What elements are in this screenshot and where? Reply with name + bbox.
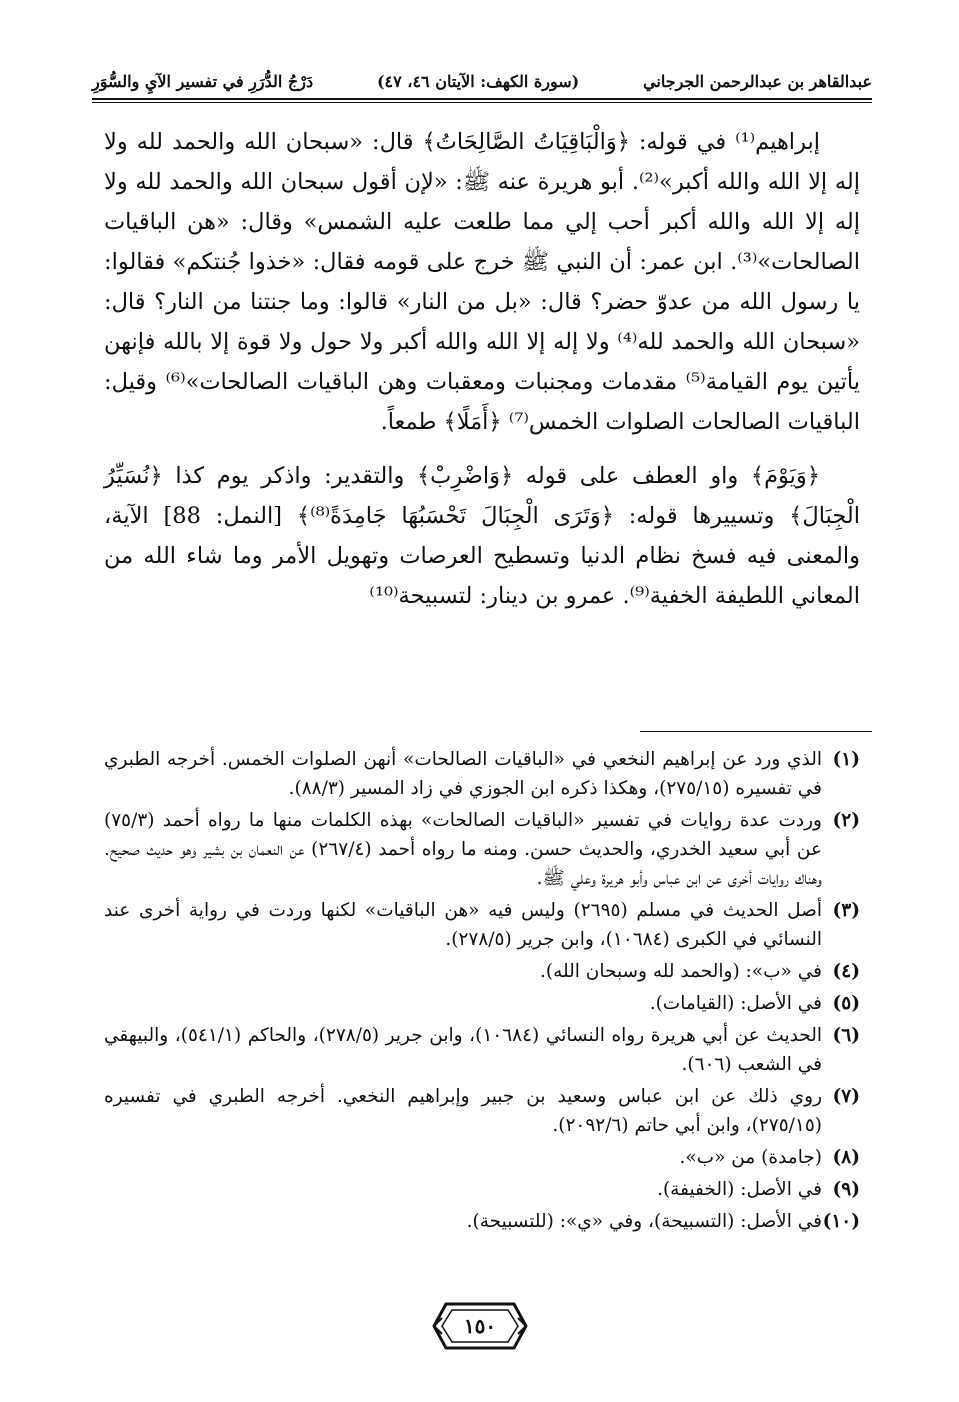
footnote-number: (٤) (832, 961, 860, 982)
paragraph-2: ﴿وَيَوْمَ﴾ واو العطف على قوله ﴿وَاضْرِبْ﴾ والتقدير: واذكر يوم كذا ﴿نُسَيِّرُ الْجِبَالَ﴾ وتسييرها قوله: ﴿وَتَرَى الْجِبَالَ تَحْسَبُهَا جَامِدَةً⁽⁸⁾﴾ [النمل: 88] الآية، والمعنى فيه فسخ نظام الدنيا وتسطيح العرصات وتهويل الأمر وما شاء الله من المعاني اللطيفة الخفية⁽⁹⁾. عمرو بن دينار: لتسبيحة⁽¹⁰⁾ (104, 463, 860, 609)
footnote-text: في «ب»: (والحمد لله وسبحان الله). (539, 961, 822, 982)
footnote-number: (٦) (832, 1025, 860, 1046)
footnote-number: (٣) (832, 900, 860, 921)
main-text (104, 122, 860, 616)
footnote-number: (١٠) (822, 1211, 860, 1232)
footnote-text: الذي ورد عن إبراهيم النخعي في «الباقيات الصالحات» أنهن الصلوات الخمس. أخرجه الطبري في تفسيره (٢٧٥/١٥)، وهكذا ذكره ابن الجوزي في زاد المسير (٨٨/٣). (104, 749, 822, 799)
footnote-number: (٩) (832, 1179, 860, 1200)
footnote (104, 806, 860, 893)
page-number-ornament (432, 1300, 528, 1352)
footnote (104, 745, 860, 803)
header-surah: (سورة الكهف: الآيتان ٤٦، ٤٧) (376, 71, 580, 91)
footnote-text: وردت عدة روايات في تفسير «الباقيات الصالحات» بهذه الكلمات منها ما رواه أحمد (٧٥/٣) عن أبي سعيد الخدري، والحديث حسن. ومنه ما رواه أحمد (٢٦٧/٤) عن النعمان بن بشير وهو حديث صحيح. وهناك روايات أخرى عن ابن عباس وأبو هريرة وعلي ﷺ. (104, 810, 822, 889)
footnote (104, 1143, 860, 1172)
footnote-text: في الأصل: (الخفيفة). (657, 1179, 822, 1200)
footnote-text: روي ذلك عن ابن عباس وسعيد بن جبير وإبراهيم النخعي. أخرجه الطبري في تفسيره (٢٧٥/١٥)، وابن أبي حاتم (٢٠٩٢/٦). (104, 1086, 822, 1136)
footnote (104, 989, 860, 1018)
header-rule (92, 98, 872, 100)
header-rule-thin (92, 102, 872, 103)
header-author: عبدالقاهر بن عبدالرحمن الجرجاني (643, 71, 872, 91)
footnote (104, 1021, 860, 1079)
running-header (92, 64, 872, 98)
footnote-number: (٢) (832, 810, 860, 831)
footnote (104, 1207, 860, 1236)
footnote-text: في الأصل: (القيامات). (649, 993, 822, 1014)
footnote (104, 1082, 860, 1140)
page-number: ١٥٠ (463, 1314, 497, 1338)
footnote-text: (جامدة) من «ب». (679, 1147, 822, 1168)
footnote-number: (٧) (832, 1086, 860, 1107)
footnote (104, 957, 860, 986)
footnote-number: (٥) (832, 993, 860, 1014)
footnote (104, 1175, 860, 1204)
footnote-text: في الأصل: (التسبيحة)، وفي «ي»: (للتسبيحة). (466, 1211, 822, 1232)
footnote-text: الحديث عن أبي هريرة رواه النسائي (١٠٦٨٤)، وابن جرير (٢٧٨/٥)، والحاكم (٥٤١/١)، والبيهقي في الشعب (٦٠٦). (104, 1025, 823, 1075)
paragraph-1: إبراهيم⁽¹⁾ في قوله: ﴿وَالْبَاقِيَاتُ الصَّالِحَاتُ﴾ قال: «سبحان الله والحمد لله ولا إله إلا الله والله أكبر»⁽²⁾. أبو هريرة عنه ﷺ: «لإن أقول سبحان الله والحمد لله ولا إله إلا الله والله أكبر أحب إلي مما طلعت عليه الشمس» وقال: «هن الباقيات الصالحات»⁽³⁾. ابن عمر: أن النبي ﷺ خرج على قومه فقال: «خذوا جُنتكم» فقالوا: يا رسول الله من عدوّ حضر؟ قال: «بل من النار» قالوا: وما جنتنا من النار؟ قال: «سبحان الله والحمد لله⁽⁴⁾ ولا إله إلا الله والله أكبر ولا حول ولا قوة إلا بالله فإنهن يأتين يوم القيامة⁽⁵⁾ مقدمات ومجنبات ومعقبات وهن الباقيات الصالحات»⁽⁶⁾ وقيل: الباقيات الصالحات الصلوات الخمس⁽⁷⁾ ﴿أَمَلًا﴾ طمعاً. (104, 129, 861, 435)
footnote-text: أصل الحديث في مسلم (٢٦٩٥) وليس فيه «هن الباقيات» لكنها وردت في رواية أخرى عند النسائي في الكبرى (١٠٦٨٤)، وابن جرير (٢٧٨/٥). (104, 900, 822, 950)
footnotes (104, 745, 860, 1239)
footnote (104, 896, 860, 954)
footnote-separator (640, 731, 872, 732)
header-book-title: دَرْجُ الدُّرَرِ في تفسير الآيِ والسُّوَرِ (92, 71, 314, 91)
footnote-number: (٨) (832, 1147, 860, 1168)
footnote-number: (١) (832, 749, 860, 770)
